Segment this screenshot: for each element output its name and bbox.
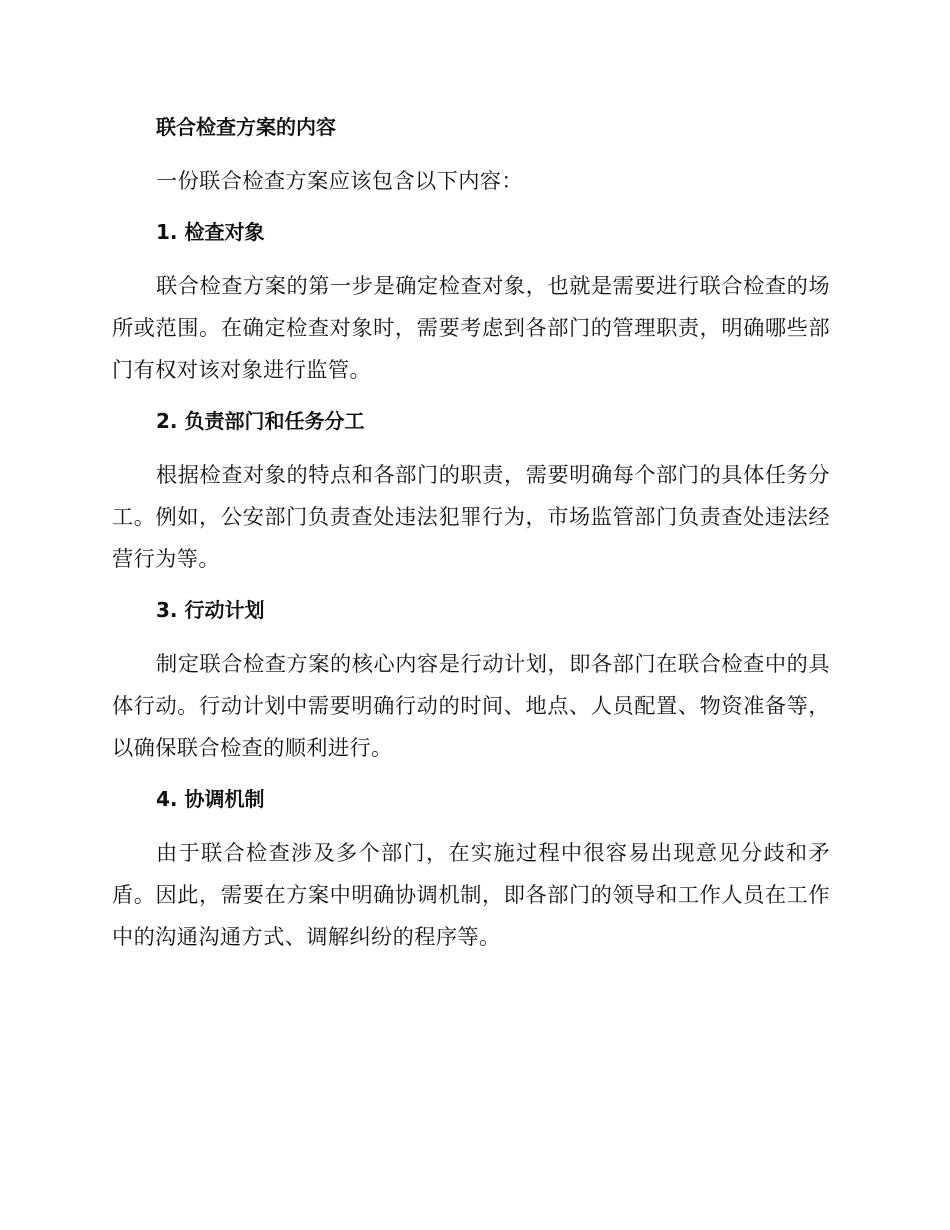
- section-body-departments-tasks: 根据检查对象的特点和各部门的职责，需要明确每个部门的具体任务分工。例如，公安部门负责查处违法犯罪行为，市场监管部门负责查处违法经营行为等。: [112, 462, 830, 571]
- section-heading-inspection-target: 1. 检查对象: [156, 220, 265, 244]
- section-body-coordination: 由于联合检查涉及多个部门，在实施过程中很容易出现意见分歧和矛盾。因此，需要在方案中明确协调机制，即各部门的领导和工作人员在工作中的沟通沟通方式、调解纠纷的程序等。: [112, 840, 830, 949]
- section-heading-action-plan: 3. 行动计划: [156, 598, 265, 622]
- section-heading-departments-tasks: 2. 负责部门和任务分工: [156, 409, 365, 433]
- section-body-action-plan: 制定联合检查方案的核心内容是行动计划，即各部门在联合检查中的具体行动。行动计划中需要明确行动的时间、地点、人员配置、物资准备等，以确保联合检查的顺利进行。: [112, 651, 830, 760]
- section-heading-coordination: 4. 协调机制: [156, 787, 265, 811]
- document-title: 联合检查方案的内容: [156, 115, 336, 139]
- intro-paragraph: 一份联合检查方案应该包含以下内容：: [156, 168, 523, 193]
- section-body-inspection-target: 联合检查方案的第一步是确定检查对象，也就是需要进行联合检查的场所或范围。在确定检查对象时，需要考虑到各部门的管理职责，明确哪些部门有权对该对象进行监管。: [112, 273, 830, 382]
- document-content: [112, 108, 830, 969]
